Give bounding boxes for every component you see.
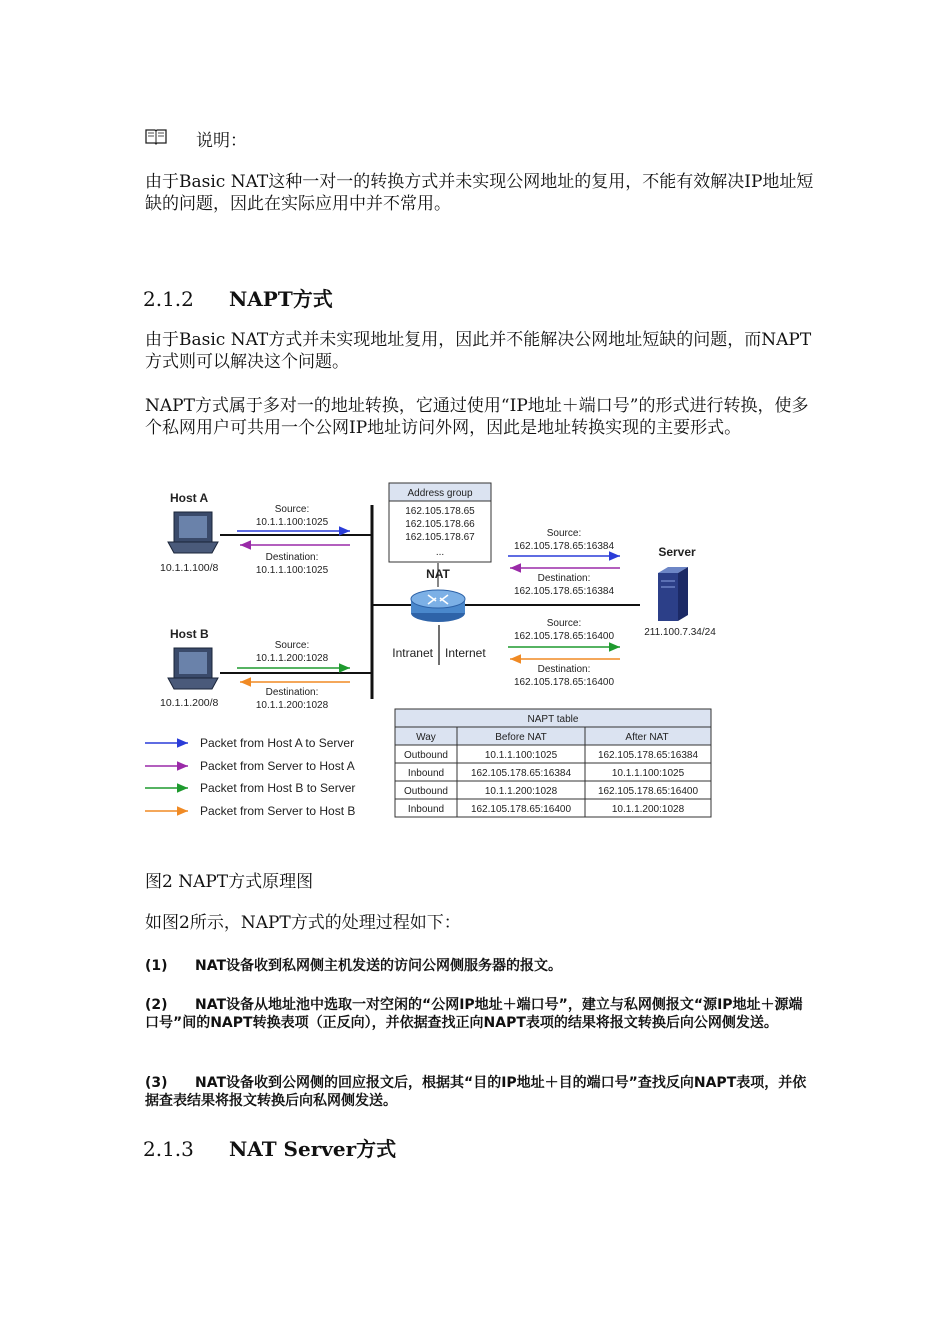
table-cell: 162.105.178.65:16384 — [597, 750, 699, 761]
nat-label: NAT — [426, 567, 450, 581]
legend-item: Packet from Server to Host B — [200, 804, 356, 818]
step-text: NAT设备从地址池中选取一对空闲的“公网IP地址＋端口号”，建立与私网侧报文“源IP地址＋源端口号”间的NAPT转换表项（正反向），并依据查找正向NAPT表项的结果将报文转换后向公网侧发送。 — [145, 997, 803, 1031]
flow-sb-dst-value: 162.105.178.65:16400 — [513, 677, 615, 688]
paragraph-1: 由于Basic NAT方式并未实现地址复用，因此并不能解决公网地址短缺的问题，而NAPT方式则可以解决这个问题。 — [145, 330, 812, 372]
legend-item: Packet from Server to Host A — [200, 759, 355, 773]
host-a-label: Host A — [170, 491, 209, 505]
book-icon — [145, 127, 167, 145]
host-b-ip: 10.1.1.200/8 — [160, 697, 219, 709]
napt-table-title: NAPT table — [527, 714, 579, 725]
server-label: Server — [658, 545, 696, 559]
table-cell: 10.1.1.100:1025 — [484, 750, 558, 761]
step-item — [145, 957, 815, 975]
step-text: NAT设备收到私网侧主机发送的访问公网侧服务器的报文。 — [195, 958, 563, 974]
legend-item: Packet from Host A to Server — [200, 736, 355, 750]
step-number: (3) — [145, 1075, 168, 1091]
table-cell: 162.105.178.65:16400 — [597, 786, 699, 797]
flow-b-src-label: Source: — [274, 640, 310, 651]
flow-sb-src-value: 162.105.178.65:16400 — [513, 631, 615, 642]
flow-b-src-value: 10.1.1.200:1028 — [255, 653, 329, 664]
host-a-ip: 10.1.1.100/8 — [160, 562, 219, 574]
napt-diagram — [140, 475, 720, 825]
server-icon — [658, 567, 688, 621]
address-entry: 162.105.178.65 — [405, 506, 475, 517]
figure-caption: 图2 NAPT方式原理图 — [145, 872, 314, 892]
section-heading-213 — [143, 1133, 396, 1162]
address-group — [389, 483, 491, 562]
paragraph-2: NAPT方式属于多对一的地址转换，它通过使用“IP地址＋端口号”的形式进行转换，使多个私网用户可共用一个公网IP地址访问外网，因此是地址转换实现的主要形式。 — [145, 396, 809, 438]
table-cell: 162.105.178.65:16384 — [470, 768, 572, 779]
address-group-title: Address group — [407, 488, 473, 499]
address-entry: 162.105.178.66 — [405, 519, 475, 530]
note-text: 由于Basic NAT这种一对一的转换方式并未实现公网地址的复用，不能有效解决IP地址短缺的问题，因此在实际应用中并不常用。 — [145, 172, 814, 214]
table-header: Before NAT — [495, 732, 547, 743]
flow-b-dst-value: 10.1.1.200:1028 — [255, 700, 329, 711]
address-entry: ... — [435, 547, 445, 558]
table-cell: Outbound — [404, 750, 448, 761]
flow-sa-dst-value: 162.105.178.65:16384 — [513, 586, 615, 597]
flow-sb-dst-label: Destination: — [537, 664, 591, 675]
router-icon — [411, 590, 465, 622]
flow-sb-src-label: Source: — [546, 618, 582, 629]
internet-label: Internet — [445, 646, 486, 660]
table-cell: Outbound — [404, 786, 448, 797]
note-label: 说明： — [196, 131, 247, 151]
host-b-label: Host B — [170, 627, 209, 641]
computer-icon — [168, 648, 218, 689]
table-cell: 10.1.1.200:1028 — [484, 786, 558, 797]
napt-table — [395, 709, 711, 817]
flow-a-src-label: Source: — [274, 504, 310, 515]
intro-text: 如图2所示，NAPT方式的处理过程如下： — [145, 913, 461, 933]
step-text: NAT设备收到公网侧的回应报文后，根据其“目的IP地址＋目的端口号”查找反向NAPT表项，并依据查表结果将报文转换后向私网侧发送。 — [145, 1075, 807, 1109]
step-number: (2) — [145, 997, 168, 1013]
flow-sa-dst-label: Destination: — [537, 573, 591, 584]
flow-a-dst-label: Destination: — [265, 552, 319, 563]
legend-item: Packet from Host B to Server — [200, 781, 356, 795]
table-cell: 162.105.178.65:16400 — [470, 804, 572, 815]
legend — [145, 736, 355, 818]
flow-sa-src-value: 162.105.178.65:16384 — [513, 541, 615, 552]
flow-a-dst-value: 10.1.1.100:1025 — [255, 565, 329, 576]
section-heading-212 — [143, 283, 333, 312]
step-number: (1) — [145, 958, 168, 974]
server-ip: 211.100.7.34/24 — [644, 627, 716, 638]
address-entry: 162.105.178.67 — [405, 532, 475, 543]
intranet-label: Intranet — [392, 646, 433, 660]
step-item — [145, 1074, 815, 1110]
host-b — [160, 627, 219, 709]
flow-a-src-value: 10.1.1.100:1025 — [255, 517, 329, 528]
computer-icon — [168, 512, 218, 553]
table-cell: Inbound — [407, 768, 445, 779]
section-title: NAPT方式 — [229, 287, 333, 311]
section-title: NAT Server方式 — [229, 1137, 397, 1161]
host-a — [160, 491, 219, 574]
table-header: After NAT — [625, 732, 669, 743]
section-number: 2.1.2 — [143, 287, 194, 311]
step-item — [145, 996, 815, 1032]
table-cell: Inbound — [407, 804, 445, 815]
section-number: 2.1.3 — [143, 1137, 194, 1161]
table-cell: 10.1.1.100:1025 — [611, 768, 685, 779]
flow-b-dst-label: Destination: — [265, 687, 319, 698]
flow-sa-src-label: Source: — [546, 528, 582, 539]
table-cell: 10.1.1.200:1028 — [611, 804, 685, 815]
table-header: Way — [416, 732, 436, 743]
